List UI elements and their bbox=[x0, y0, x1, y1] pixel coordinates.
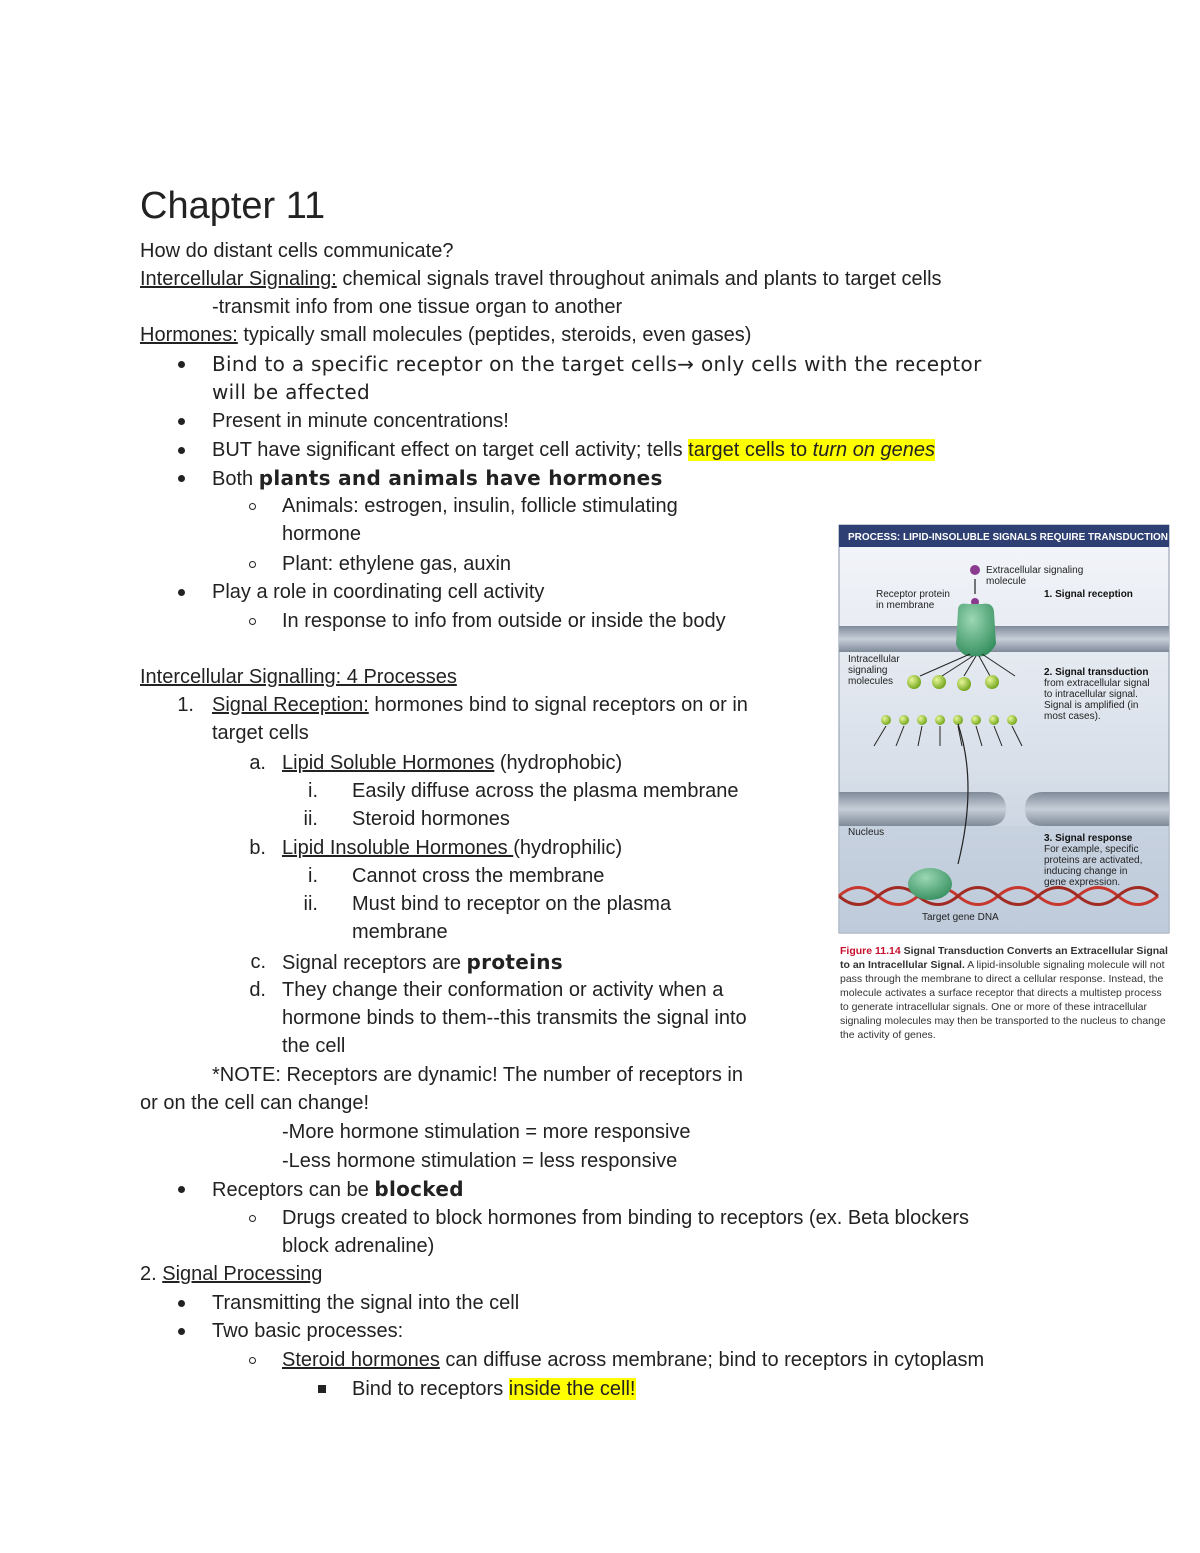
label: molecule bbox=[986, 576, 1027, 587]
note-text: *NOTE: Receptors are dynamic! The number of receptors in bbox=[212, 1064, 743, 1086]
lipid-insoluble-term: Lipid Insoluble Hormones bbox=[282, 837, 514, 859]
hormones-term: Hormones: bbox=[140, 324, 238, 346]
lipid-soluble-text: (hydrophobic) bbox=[494, 752, 623, 774]
bullet-text: Play a role in coordinating cell activity bbox=[212, 581, 545, 603]
list-number: 1. bbox=[177, 694, 194, 716]
label: in membrane bbox=[876, 600, 935, 611]
page-title: Chapter 11 bbox=[140, 185, 326, 227]
sub-bullet-text: Plant: ethylene gas, auxin bbox=[282, 553, 512, 575]
label: Nucleus bbox=[848, 827, 885, 838]
bullet-dot bbox=[178, 1186, 185, 1193]
sub-bullet-text: Drugs created to block hormones from binding to receptors (ex. Beta blockers bbox=[282, 1207, 969, 1229]
section-number: 2. bbox=[140, 1263, 163, 1285]
bullet-text-plain: Receptors can be bbox=[212, 1179, 375, 1201]
list-letter: d. bbox=[249, 979, 266, 1001]
label: 1. Signal reception bbox=[1044, 589, 1133, 600]
steroid-hormones-term: Steroid hormones bbox=[282, 1349, 440, 1371]
figure-caption bbox=[840, 944, 1170, 1042]
highlight-text: target cells to bbox=[688, 439, 813, 461]
bullet-dot bbox=[178, 589, 185, 596]
list-item-plain: Signal receptors are bbox=[282, 952, 467, 974]
label: Receptor protein bbox=[876, 589, 950, 600]
bullet-text: Bind to a specific receptor on the target cells→ only cells with the receptor bbox=[212, 352, 982, 376]
bullet-text bbox=[212, 1176, 464, 1203]
figure-banner-text: PROCESS: LIPID-INSOLUBLE SIGNALS REQUIRE TRANSDUCTION bbox=[848, 532, 1169, 543]
hormones-def bbox=[140, 322, 751, 348]
list-item-text: hormone binds to them--this transmits the signal into bbox=[282, 1007, 747, 1029]
intercellular-sub: -transmit info from one tissue organ to another bbox=[212, 296, 623, 318]
bullet-text: Transmitting the signal into the cell bbox=[212, 1292, 520, 1314]
list-roman: i. bbox=[308, 780, 318, 802]
list-item-text bbox=[212, 692, 748, 718]
sub-bullet-circle bbox=[249, 1357, 256, 1364]
label: For example, specific bbox=[1044, 844, 1139, 855]
sub-bullet-circle bbox=[249, 1215, 256, 1222]
extracellular-molecule bbox=[970, 565, 980, 575]
list-letter: c. bbox=[250, 951, 266, 973]
label: to intracellular signal. bbox=[1044, 689, 1138, 700]
signal-processing-heading bbox=[140, 1261, 322, 1287]
signal-reception-term: Signal Reception: bbox=[212, 694, 369, 716]
square-bullet-plain: Bind to receptors bbox=[352, 1378, 509, 1400]
sub-bullet-circle bbox=[249, 561, 256, 568]
intercellular-term: Intercellular Signaling: bbox=[140, 268, 337, 290]
sub-bullet-text: hormone bbox=[282, 523, 361, 545]
bullet-text bbox=[212, 465, 663, 492]
bullet-dot bbox=[178, 418, 185, 425]
list-item-text: target cells bbox=[212, 722, 309, 744]
nuclear-membrane-left bbox=[839, 792, 1006, 826]
label: proteins are activated, bbox=[1044, 855, 1143, 866]
sub-bullet-circle bbox=[249, 618, 256, 625]
list-letter: b. bbox=[249, 837, 266, 859]
signal-transduction-figure bbox=[838, 524, 1170, 934]
signal-processing-term: Signal Processing bbox=[162, 1263, 323, 1285]
sub-bullet-circle bbox=[249, 503, 256, 510]
list-item-text: Easily diffuse across the plasma membrane bbox=[352, 780, 739, 802]
list-item-text: membrane bbox=[352, 921, 448, 943]
intercellular-def bbox=[140, 266, 942, 292]
list-item-text: Must bind to receptor on the plasma bbox=[352, 893, 672, 915]
label: from extracellular signal bbox=[1044, 678, 1150, 689]
list-item-text: They change their conformation or activity when a bbox=[282, 979, 724, 1001]
figure-caption-title: Signal Transduction Converts an Extracellular Signal to an Intracellular Signal. bbox=[840, 945, 1168, 971]
highlight-text: inside the cell! bbox=[508, 1378, 636, 1400]
signal-molecule bbox=[932, 675, 946, 689]
bullet-text bbox=[212, 437, 935, 463]
list-item-text bbox=[282, 750, 622, 776]
label: signaling bbox=[848, 665, 888, 676]
list-item-text: Cannot cross the membrane bbox=[352, 865, 605, 887]
nuclear-membrane-right bbox=[1025, 792, 1169, 826]
bullet-text: Present in minute concentrations! bbox=[212, 410, 509, 432]
list-item-text: the cell bbox=[282, 1035, 346, 1057]
label: gene expression. bbox=[1044, 877, 1121, 888]
note-text: or on the cell can change! bbox=[140, 1092, 370, 1114]
bullet-text: Two basic processes: bbox=[212, 1320, 404, 1342]
steroid-hormones-text: can diffuse across membrane; bind to receptors in cytoplasm bbox=[439, 1349, 985, 1371]
label: 3. Signal response bbox=[1044, 833, 1133, 844]
transcription-protein bbox=[908, 868, 952, 900]
note-more: -More hormone stimulation = more responsive bbox=[282, 1121, 691, 1143]
figure-caption-body: A lipid-insoluble signaling molecule will not pass through the membrane to direct a cellular response. Instead, the molecule activates a surface receptor that directs a multistep process to generate intracellular signals. One or more of these intracellular signaling molecules may then be transported to the nucleus to change the activity of genes. bbox=[840, 959, 1166, 1041]
label: Signal is amplified (in bbox=[1044, 700, 1139, 711]
signal-molecule bbox=[907, 675, 921, 689]
label: Extracellular signaling bbox=[986, 565, 1084, 576]
bullet-dot bbox=[178, 361, 185, 368]
hormones-text: typically small molecules (peptides, steroids, even gases) bbox=[237, 324, 752, 346]
list-item-text bbox=[282, 835, 622, 861]
intercellular-text: chemical signals travel throughout animals and plants to target cells bbox=[336, 268, 942, 290]
label: molecules bbox=[848, 676, 894, 687]
question: How do distant cells communicate? bbox=[140, 240, 454, 262]
sub-bullet-text bbox=[282, 1347, 984, 1373]
highlight bbox=[688, 439, 935, 461]
label: Intracellular bbox=[848, 654, 900, 665]
list-item-text bbox=[282, 949, 563, 976]
list-letter: a. bbox=[249, 752, 266, 774]
highlight-italic: turn on genes bbox=[812, 439, 935, 461]
list-roman: i. bbox=[308, 865, 318, 887]
list-roman: ii. bbox=[303, 808, 318, 830]
signal-molecule bbox=[957, 677, 971, 691]
label: 2. Signal transduction bbox=[1044, 667, 1149, 678]
label: Target gene DNA bbox=[922, 912, 999, 923]
bullet-dot bbox=[178, 1300, 185, 1307]
label: inducing change in bbox=[1044, 866, 1128, 877]
lipid-insoluble-text: (hydrophilic) bbox=[513, 837, 623, 859]
note-less: -Less hormone stimulation = less responsive bbox=[282, 1150, 678, 1172]
bullet-text-plain: BUT have significant effect on target cell activity; tells bbox=[212, 439, 689, 461]
bullet-dot bbox=[178, 475, 185, 482]
bullet-dot bbox=[178, 447, 185, 454]
list-roman: ii. bbox=[303, 893, 318, 915]
signal-molecule bbox=[985, 675, 999, 689]
square-bullet bbox=[318, 1385, 326, 1393]
sub-bullet-text: Animals: estrogen, insulin, follicle stimulating bbox=[282, 495, 678, 517]
list-item-text: Steroid hormones bbox=[352, 808, 510, 830]
signal-reception-text: hormones bind to signal receptors on or in bbox=[368, 694, 748, 716]
sub-bullet-text: block adrenaline) bbox=[282, 1235, 435, 1257]
receptor-protein bbox=[956, 604, 996, 657]
label: most cases). bbox=[1044, 711, 1101, 722]
processes-heading: Intercellular Signalling: 4 Processes bbox=[140, 666, 457, 688]
figure-number: Figure 11.14 bbox=[840, 945, 901, 957]
bullet-dot bbox=[178, 1328, 185, 1335]
bold-text: plants and animals have hormones bbox=[258, 466, 663, 490]
square-bullet-text bbox=[352, 1376, 636, 1402]
lipid-soluble-term: Lipid Soluble Hormones bbox=[282, 752, 495, 774]
bullet-text-plain: Both bbox=[212, 468, 259, 490]
bold-text: blocked bbox=[374, 1177, 464, 1201]
sub-bullet-text: In response to info from outside or inside the body bbox=[282, 610, 726, 632]
bold-text: proteins bbox=[466, 950, 563, 974]
cell-membrane bbox=[839, 626, 1169, 652]
bullet-text: will be affected bbox=[212, 380, 371, 404]
